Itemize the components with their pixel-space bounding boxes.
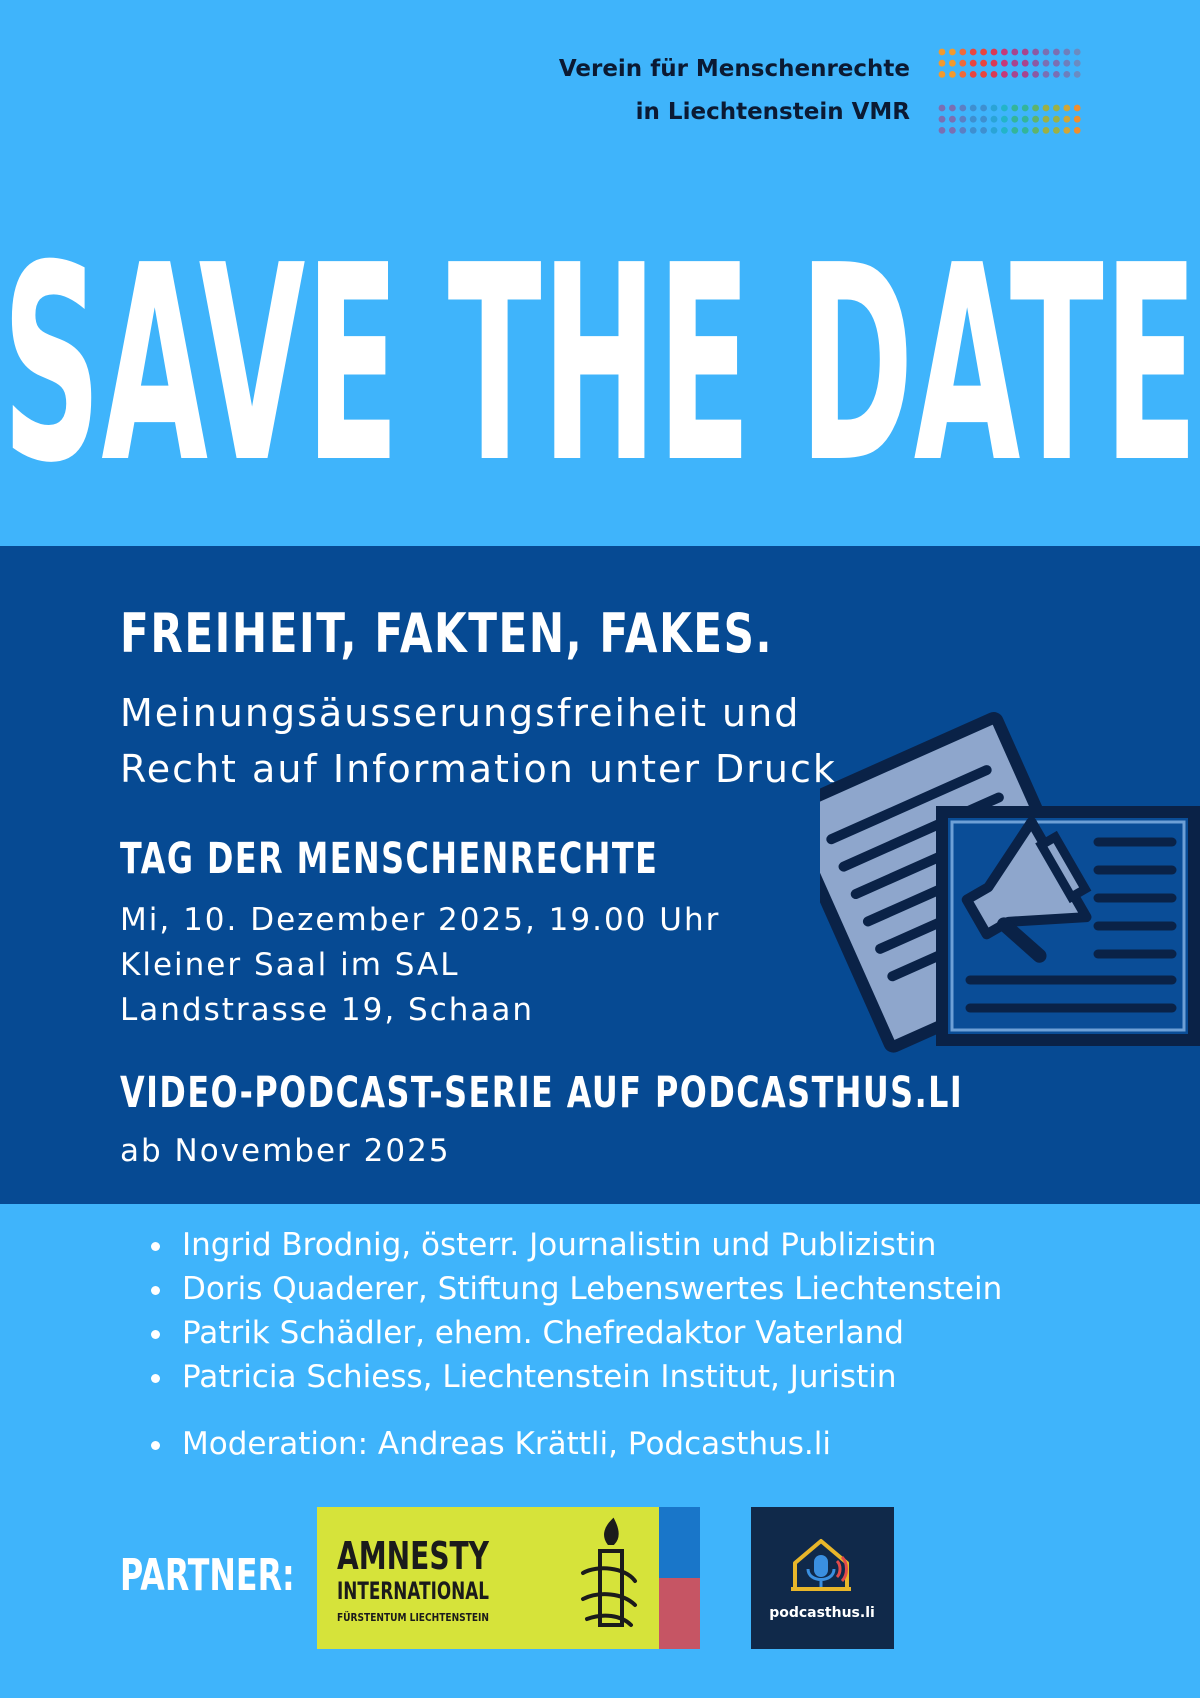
organization-name-line1: Verein für Menschenrechte — [558, 56, 910, 82]
logo-dot — [949, 116, 956, 123]
logo-dot — [1074, 116, 1081, 123]
logo-dot — [949, 49, 956, 56]
logo-dot — [1001, 60, 1008, 67]
logo-dot — [1043, 71, 1050, 78]
logo-dot — [1011, 116, 1018, 123]
logo-dot — [1001, 127, 1008, 134]
speaker-item: • Patricia Schiess, Liechtenstein Institut, Juristin — [176, 1355, 1196, 1399]
logo-dot — [1053, 49, 1060, 56]
logo-dot — [1063, 127, 1070, 134]
logo-dot — [1022, 49, 1029, 56]
logo-dot — [970, 116, 977, 123]
logo-dot — [1011, 127, 1018, 134]
logo-dot — [1022, 105, 1029, 112]
logo-dot — [1074, 60, 1081, 67]
logo-dot — [1053, 116, 1060, 123]
logo-dot — [1043, 105, 1050, 112]
event-venue: Kleiner Saal im SAL — [120, 947, 460, 983]
logo-dot — [980, 116, 987, 123]
logo-dot — [991, 127, 998, 134]
logo-dot — [1043, 116, 1050, 123]
logo-dot — [1074, 49, 1081, 56]
logo-dot — [970, 105, 977, 112]
logo-dot — [959, 127, 966, 134]
logo-dot — [1032, 60, 1039, 67]
logo-dot — [1022, 127, 1029, 134]
logo-dot — [1011, 105, 1018, 112]
logo-dot — [1063, 60, 1070, 67]
event-address: Landstrasse 19, Schaan — [120, 992, 535, 1028]
organization-name — [559, 48, 910, 134]
organization-name-line2: in Liechtenstein VMR — [635, 99, 910, 125]
logo-dot — [1074, 71, 1081, 78]
logo-dot — [980, 71, 987, 78]
logo-dot — [1001, 116, 1008, 123]
logo-dot — [1032, 49, 1039, 56]
speaker-list — [150, 1223, 1196, 1399]
logo-dot — [1074, 127, 1081, 134]
logo-dot — [1001, 49, 1008, 56]
logo-dot — [1022, 116, 1029, 123]
logo-dot — [991, 60, 998, 67]
logo-dot — [959, 71, 966, 78]
logo-dot — [949, 105, 956, 112]
logo-dot — [1032, 71, 1039, 78]
logo-dot — [991, 116, 998, 123]
logo-dot — [939, 116, 946, 123]
logo-dot — [939, 60, 946, 67]
logo-dot — [1032, 116, 1039, 123]
logo-dot — [1011, 49, 1018, 56]
logo-dot — [1063, 105, 1070, 112]
podcasthus-name: podcasthus.li — [769, 1605, 875, 1621]
logo-dot — [939, 127, 946, 134]
speaker-item: • Ingrid Brodnig, österr. Journalistin und Publizistin — [176, 1223, 1196, 1267]
save-the-date-headline — [0, 218, 1200, 478]
logo-dot — [980, 49, 987, 56]
logo-dot — [970, 71, 977, 78]
logo-dot — [1022, 71, 1029, 78]
event-details — [120, 898, 720, 1033]
logo-dot — [949, 60, 956, 67]
logo-dot — [1043, 127, 1050, 134]
event-subtitle-line2: Recht auf Information unter Druck — [120, 747, 837, 791]
logo-dot — [949, 71, 956, 78]
logo-dot — [1063, 116, 1070, 123]
logo-dot — [1053, 105, 1060, 112]
logo-dot — [939, 105, 946, 112]
logo-dot — [1001, 105, 1008, 112]
vmr-logo-dots — [937, 46, 1083, 138]
podcast-heading: VIDEO-PODCAST-SERIE AUF PODCASTHUS.LI — [120, 1068, 964, 1118]
logo-dot — [1043, 49, 1050, 56]
day-heading: TAG DER MENSCHENRECHTE — [120, 834, 659, 884]
logo-dot — [991, 105, 998, 112]
podcasthus-house-mic-icon — [751, 1507, 894, 1649]
logo-dot — [980, 105, 987, 112]
logo-dot — [1063, 71, 1070, 78]
logo-dot — [991, 49, 998, 56]
logo-dot — [959, 60, 966, 67]
logo-dot — [1074, 105, 1081, 112]
amnesty-line1: AMNESTY — [337, 1534, 490, 1578]
event-title: FREIHEIT, FAKTEN, FAKES. — [120, 602, 774, 665]
moderation-item: • Moderation: Andreas Krättli, Podcasthus.li — [176, 1422, 831, 1466]
amnesty-line3: FÜRSTENTUM LIECHTENSTEIN — [337, 1611, 522, 1624]
logo-dot — [959, 105, 966, 112]
amnesty-line2: INTERNATIONAL — [337, 1577, 489, 1605]
event-subtitle — [120, 685, 837, 797]
speaker-item: • Patrik Schädler, ehem. Chefredaktor Vaterland — [176, 1311, 1196, 1355]
event-datetime: Mi, 10. Dezember 2025, 19.00 Uhr — [120, 902, 721, 938]
logo-dot — [1011, 71, 1018, 78]
logo-dot — [1053, 127, 1060, 134]
logo-dot — [1053, 71, 1060, 78]
newspaper-megaphone-icon — [820, 712, 1200, 1062]
logo-dot — [949, 127, 956, 134]
logo-dot — [970, 49, 977, 56]
logo-dot — [1032, 127, 1039, 134]
logo-dot — [959, 49, 966, 56]
speaker-item: • Doris Quaderer, Stiftung Lebenswertes Liechtenstein — [176, 1267, 1196, 1311]
amnesty-international-logo — [317, 1507, 700, 1649]
moderation-list — [150, 1422, 831, 1466]
logo-dot — [959, 116, 966, 123]
logo-dot — [1063, 49, 1070, 56]
logo-dot — [1022, 60, 1029, 67]
logo-dot — [1053, 60, 1060, 67]
logo-dot — [1011, 60, 1018, 67]
logo-dot — [939, 71, 946, 78]
logo-dot — [1032, 105, 1039, 112]
logo-dot — [1043, 60, 1050, 67]
podcast-since: ab November 2025 — [120, 1133, 451, 1169]
logo-dot — [980, 127, 987, 134]
partner-label: PARTNER: — [120, 1550, 295, 1601]
logo-dot — [970, 127, 977, 134]
logo-dot — [991, 71, 998, 78]
headline-text: SAVE THE DATE — [2, 218, 1198, 478]
logo-dot — [939, 49, 946, 56]
logo-dot — [980, 60, 987, 67]
logo-dot — [970, 60, 977, 67]
logo-dot — [1001, 71, 1008, 78]
podcasthus-logo — [751, 1507, 894, 1649]
event-subtitle-line1: Meinungsäusserungsfreiheit und — [120, 691, 801, 735]
